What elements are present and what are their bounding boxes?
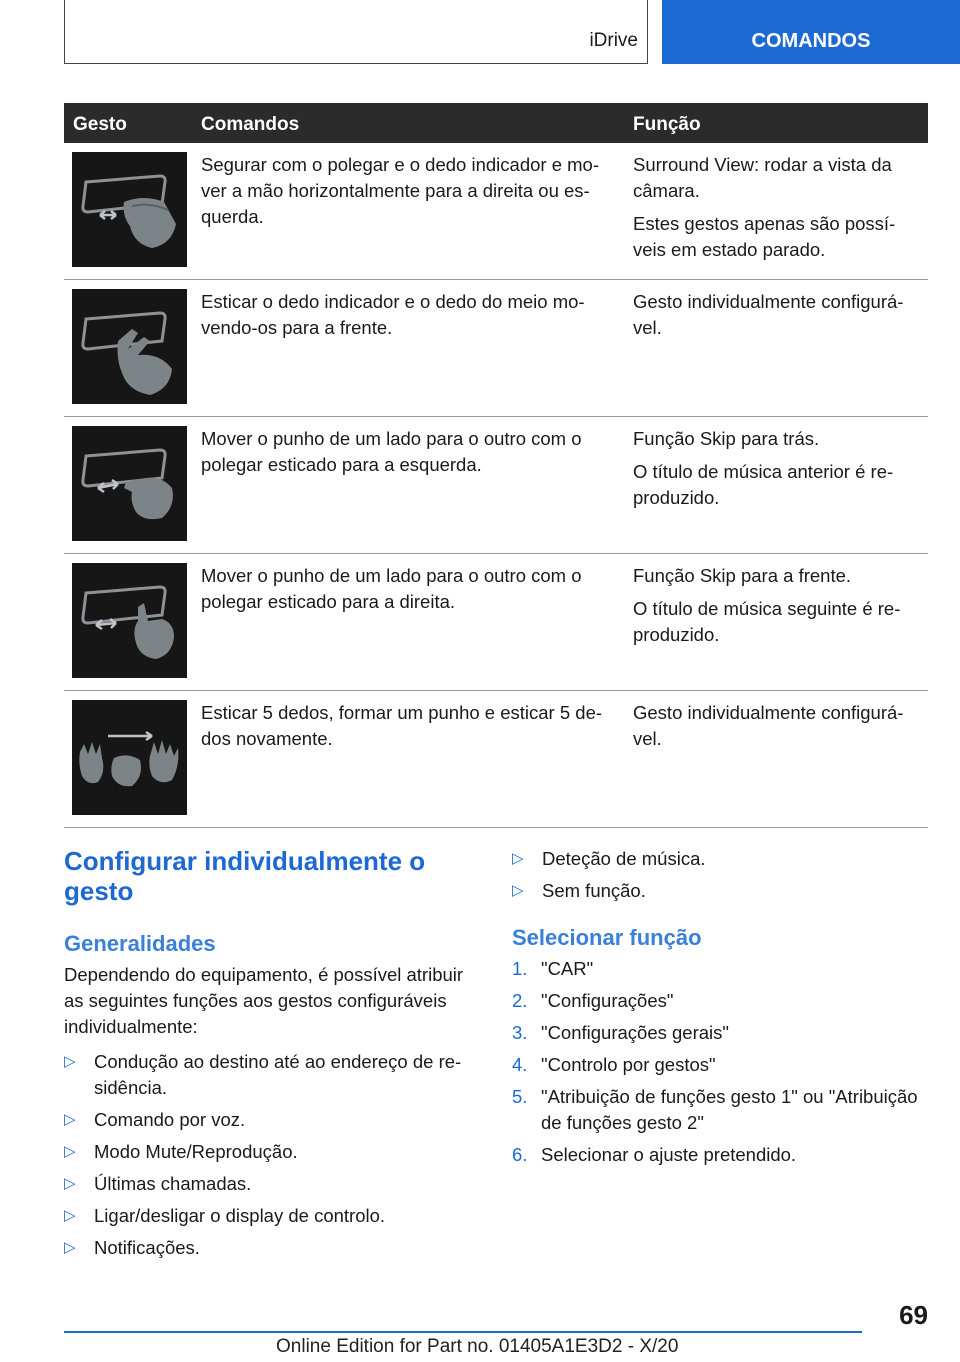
footer-edition: Online Edition for Part no. 01405A1E3D2 - X/20 [276, 1336, 679, 1357]
step-item [512, 1084, 932, 1136]
list-item-text: Condução ao destino até ao endereço de re-sidência. [94, 1051, 462, 1098]
list-item [64, 1107, 484, 1133]
list-item [64, 1049, 484, 1101]
list-item-text: Modo Mute/Reprodução. [94, 1141, 298, 1162]
step-number: 1. [512, 958, 528, 979]
step-item [512, 988, 932, 1014]
step-number: 4. [512, 1054, 528, 1075]
header-chapter-tab: COMANDOS [662, 0, 960, 64]
footer-divider [64, 1331, 862, 1333]
step-number: 5. [512, 1086, 528, 1107]
function-line: Surround View: rodar a vista da câmara. [633, 154, 892, 201]
step-item [512, 956, 932, 982]
list-item [64, 1171, 484, 1197]
bullet-icon: ▷ [64, 1207, 76, 1224]
function-text [633, 152, 925, 270]
bullet-icon: ▷ [64, 1239, 76, 1256]
function-list [64, 1049, 484, 1261]
table-header [64, 103, 928, 143]
steps-list [512, 956, 932, 1168]
gesture-five-fingers-icon [72, 700, 187, 815]
command-text: Mover o punho de um lado para o outro com o polegar esticado para a direita. [201, 565, 582, 612]
table-row [64, 143, 928, 280]
table-row [64, 691, 928, 828]
list-item [512, 846, 932, 872]
step-text: "Atribuição de funções gesto 1" ou "Atribuição de funções gesto 2" [541, 1086, 918, 1133]
subsection-heading: Selecionar função [512, 925, 702, 950]
bullet-icon: ▷ [64, 1111, 76, 1128]
function-line: O título de música anterior é re-produzido. [633, 461, 894, 508]
step-text: "CAR" [541, 958, 594, 979]
step-text: "Controlo por gestos" [541, 1054, 716, 1075]
function-line: Função Skip para a frente. [633, 565, 852, 586]
list-item [512, 878, 932, 904]
gesture-table [64, 103, 928, 828]
header-frame [64, 0, 648, 64]
header-section-title: iDrive [589, 30, 638, 51]
step-number: 6. [512, 1144, 528, 1165]
function-text [633, 289, 925, 348]
gesture-thumb-left-icon [72, 426, 187, 541]
gesture-thumb-right-icon [72, 563, 187, 678]
table-row [64, 554, 928, 691]
list-item-text: Últimas chamadas. [94, 1173, 252, 1194]
step-text: "Configurações gerais" [541, 1022, 729, 1043]
bullet-icon: ▷ [512, 850, 524, 867]
list-item [64, 1139, 484, 1165]
command-text: Segurar com o polegar e o dedo indicador e mo-ver a mão horizontalmente para a direita ou es-querda. [201, 154, 599, 227]
gesture-point-icon [72, 289, 187, 404]
function-line: Estes gestos apenas são possí-veis em estado parado. [633, 213, 896, 260]
step-text: "Configurações" [541, 990, 674, 1011]
function-text [633, 426, 925, 518]
step-item [512, 1142, 932, 1168]
intro-paragraph: Dependendo do equipamento, é possível atribuir as seguintes funções aos gestos configuráveis individualmente: [64, 964, 464, 1037]
bullet-icon: ▷ [64, 1143, 76, 1160]
list-item-text: Deteção de música. [542, 848, 706, 869]
function-text [633, 700, 925, 759]
function-line: Gesto individualmente configurá-vel. [633, 291, 904, 338]
command-text: Mover o punho de um lado para o outro com o polegar esticado para a esquerda. [201, 428, 582, 475]
function-line: Gesto individualmente configurá-vel. [633, 702, 904, 749]
step-number: 3. [512, 1022, 528, 1043]
gesture-swipe-icon [72, 152, 187, 267]
function-list-continued [512, 846, 932, 904]
step-item [512, 1052, 932, 1078]
list-item-text: Comando por voz. [94, 1109, 246, 1130]
list-item-text: Notificações. [94, 1237, 200, 1258]
command-text: Esticar o dedo indicador e o dedo do meio mo-vendo-os para a frente. [201, 291, 585, 338]
list-item-text: Sem função. [542, 880, 646, 901]
col-header-gesture: Gesto [73, 114, 127, 135]
list-item [64, 1203, 484, 1229]
bullet-icon: ▷ [512, 882, 524, 899]
step-text: Selecionar o ajuste pretendido. [541, 1144, 797, 1165]
function-line: O título de música seguinte é re-produzido. [633, 598, 901, 645]
bullet-icon: ▷ [64, 1175, 76, 1192]
section-heading: Configurar individualmente o gesto [64, 846, 426, 906]
page-number: 69 [899, 1300, 928, 1330]
left-column [64, 846, 484, 1261]
subsection-heading: Generalidades [64, 931, 216, 956]
col-header-function: Função [633, 114, 701, 135]
step-item [512, 1020, 932, 1046]
table-row [64, 417, 928, 554]
function-line: Função Skip para trás. [633, 428, 820, 449]
col-header-commands: Comandos [201, 114, 300, 135]
right-column [512, 846, 932, 1168]
list-item-text: Ligar/desligar o display de controlo. [94, 1205, 386, 1226]
command-text: Esticar 5 dedos, formar um punho e esticar 5 de-dos novamente. [201, 702, 603, 749]
table-row [64, 280, 928, 417]
function-text [633, 563, 925, 655]
list-item [64, 1235, 484, 1261]
step-number: 2. [512, 990, 528, 1011]
bullet-icon: ▷ [64, 1053, 76, 1070]
